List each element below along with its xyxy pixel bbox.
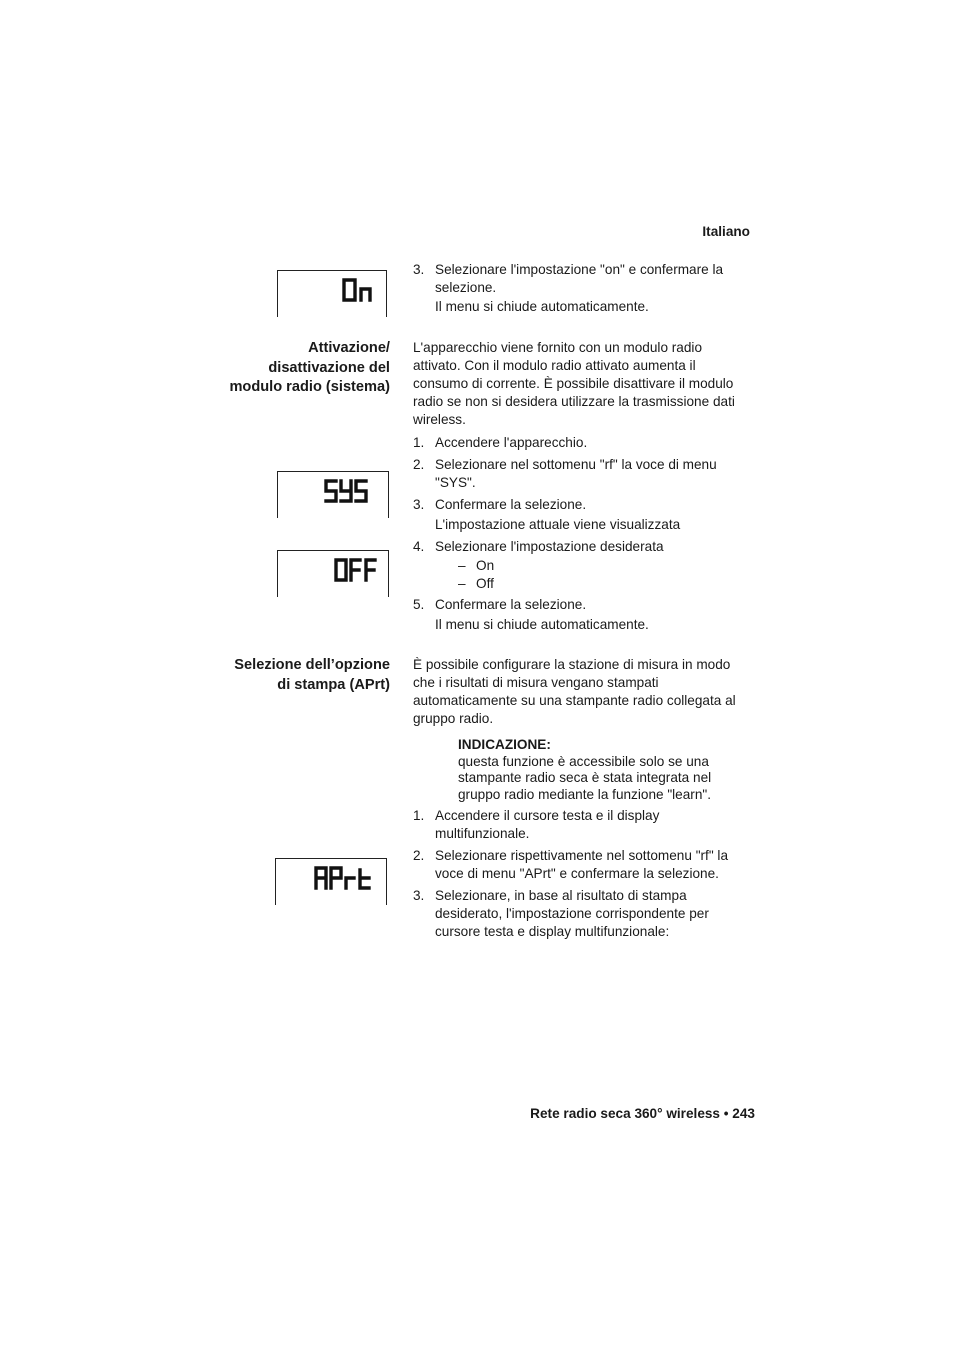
- step-number: 3.: [413, 497, 425, 512]
- step-number: 4.: [413, 539, 425, 554]
- intro-step: [413, 261, 758, 316]
- step-text: Accendere il cursore testa e il display multifunzionale.: [435, 808, 660, 841]
- heading-line: Selezione dell’opzione: [234, 657, 390, 673]
- step-number: 1.: [413, 808, 425, 823]
- language-label: Italiano: [702, 224, 750, 239]
- section1-step-3: [413, 496, 758, 534]
- page-footer: Rete radio seca 360° wireless • 243: [530, 1106, 755, 1121]
- lcd-display-off: [277, 550, 389, 597]
- option-off: [458, 575, 494, 593]
- heading-line: modulo radio (sistema): [229, 379, 390, 395]
- lcd-glyphs-on: [341, 277, 381, 307]
- step-number: 5.: [413, 597, 425, 612]
- step-text: Selezionare, in base al risultato di stampa desiderato, l'impostazione corrispondente per cursore testa e display multifunzionale:: [435, 888, 709, 939]
- step-number: 3.: [413, 262, 425, 277]
- lcd-glyphs-sys: [323, 478, 373, 508]
- section2-step-1: [413, 807, 713, 843]
- step-number: 3.: [413, 888, 425, 903]
- step-text: Selezionare l'impostazione "on" e confermare la selezione.: [435, 262, 724, 295]
- step-text: Confermare la selezione.: [435, 597, 587, 612]
- lcd-display-sys: [277, 471, 389, 518]
- heading-line: di stampa (APrt): [277, 676, 390, 693]
- heading-line: disattivazione del: [268, 359, 390, 376]
- section1-paragraph: L'apparecchio viene fornito con un modulo radio attivato. Con il modulo radio attivato aumenta il consumo di corrente. È possibile disattivare il modulo radio se non si desidera utilizzare la trasmissione dati wireless.: [413, 340, 735, 427]
- section-heading-print-option: [234, 656, 390, 695]
- section2-step-2: [413, 847, 758, 883]
- section1-step-1: [413, 434, 758, 452]
- section1-step-2: [413, 456, 743, 492]
- lcd-glyphs-off: [333, 557, 383, 587]
- step-text: Selezionare nel sottomenu "rf" la voce di menu "SYS".: [435, 457, 717, 490]
- section2-step-3: [413, 887, 733, 941]
- step-number: 2.: [413, 457, 425, 472]
- step-subtext: L'impostazione attuale viene visualizzata: [435, 517, 681, 532]
- notice-text: questa funzione è accessibile solo se una stampante radio seca è stata integrata nel gruppo radio mediante la funzione "learn".: [458, 753, 712, 802]
- step-text: Selezionare l'impostazione desiderata: [435, 539, 664, 554]
- option-text: Off: [476, 576, 494, 591]
- lcd-glyphs-aprt: [313, 865, 377, 895]
- section-heading-radio-module: [229, 339, 390, 398]
- option-text: On: [476, 558, 495, 573]
- lcd-display-on: [277, 270, 387, 317]
- step-number: 2.: [413, 848, 425, 863]
- section1-step-5: [413, 596, 758, 634]
- heading-line: Attivazione/: [308, 340, 390, 356]
- lcd-display-aprt: [275, 858, 387, 905]
- dash-bullet: –: [458, 558, 466, 573]
- dash-bullet: –: [458, 576, 466, 591]
- step-subtext: Il menu si chiude automaticamente.: [435, 617, 649, 632]
- step-text: Confermare la selezione.: [435, 497, 587, 512]
- section2-paragraph: È possibile configurare la stazione di misura in modo che i risultati di misura vengano stampati automaticamente su una stampante radio collegata al gruppo radio.: [413, 657, 736, 726]
- step-number: 1.: [413, 435, 425, 450]
- section1-step-4: [413, 538, 758, 556]
- notice-title: INDICAZIONE:: [458, 737, 551, 752]
- step-text: Accendere l'apparecchio.: [435, 435, 588, 450]
- step-subtext: Il menu si chiude automaticamente.: [435, 299, 649, 314]
- option-on: [458, 557, 494, 575]
- notice-box: [458, 737, 748, 803]
- step-text: Selezionare rispettivamente nel sottomenu "rf" la voce di menu "APrt" e confermare la selezione.: [435, 848, 729, 881]
